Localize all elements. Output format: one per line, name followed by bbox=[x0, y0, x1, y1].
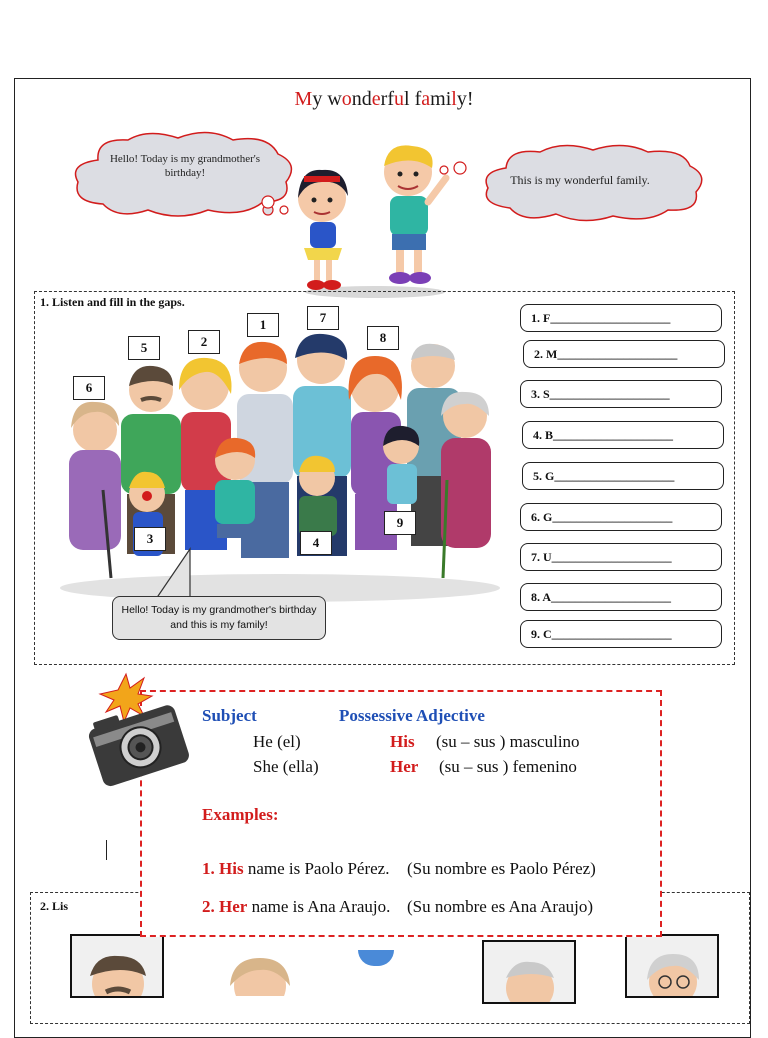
boy-cloud-text: This is my wonderful family. bbox=[510, 173, 650, 187]
title-letter: w bbox=[327, 88, 342, 110]
marker-1: 1 bbox=[247, 313, 279, 337]
camera-icon bbox=[86, 672, 190, 790]
children-illustration bbox=[290, 140, 460, 300]
answer-field-3[interactable]: 3. S____________________ bbox=[520, 380, 722, 408]
marker-6: 6 bbox=[73, 376, 105, 400]
marker-7: 7 bbox=[307, 306, 339, 330]
title-letter: y bbox=[312, 88, 323, 110]
adj-his: His bbox=[390, 732, 415, 751]
photo-grandpa bbox=[70, 934, 164, 998]
example-1 bbox=[202, 859, 389, 879]
photo-grandma bbox=[212, 934, 306, 998]
answer-field-6[interactable]: 6. G____________________ bbox=[520, 503, 722, 531]
subject-he: He (el) bbox=[253, 732, 301, 751]
marker-9: 9 bbox=[384, 511, 416, 535]
photo-grandma-2 bbox=[625, 934, 719, 998]
title-letter: y bbox=[456, 88, 467, 110]
title-letter: ! bbox=[466, 88, 474, 110]
example-1-text: name is Paolo Pérez. bbox=[243, 859, 390, 878]
exercise-1-label: 1. Listen and fill in the gaps. bbox=[40, 295, 185, 309]
example-2-num: 2. Her bbox=[202, 897, 248, 916]
example-2-translation: (Su nombre es Ana Araujo) bbox=[407, 897, 594, 916]
answer-field-5[interactable]: 5. G____________________ bbox=[522, 462, 724, 490]
title-letter: l bbox=[451, 88, 457, 110]
example-2-text: name is Ana Araujo. bbox=[247, 897, 391, 916]
title-letter: i bbox=[445, 88, 452, 110]
example-2 bbox=[202, 897, 390, 917]
family-illustration bbox=[55, 330, 510, 605]
marker-5: 5 bbox=[128, 336, 160, 360]
marker-4: 4 bbox=[300, 531, 332, 555]
answer-field-1[interactable]: 1. F____________________ bbox=[520, 304, 722, 332]
marker-2: 2 bbox=[188, 330, 220, 354]
note-her: (su – sus ) femenino bbox=[439, 757, 577, 776]
answer-field-9[interactable]: 9. C____________________ bbox=[520, 620, 722, 648]
girl-cloud-text: Hello! Today is my grandmother's birthday! bbox=[109, 153, 261, 179]
exercise-2-label: 2. Lis bbox=[40, 899, 69, 913]
title-letter: r bbox=[380, 88, 388, 110]
subject-header: Subject bbox=[202, 706, 257, 725]
note-his: (su – sus ) masculino bbox=[436, 732, 580, 751]
title-letter: a bbox=[421, 88, 431, 110]
answer-field-7[interactable]: 7. U____________________ bbox=[520, 543, 722, 571]
examples-header: Examples: bbox=[202, 805, 279, 824]
subject-she: She (ella) bbox=[253, 757, 319, 776]
adj-her: Her bbox=[390, 757, 419, 776]
page-title bbox=[0, 88, 768, 111]
title-letter: u bbox=[394, 88, 404, 110]
marker-3: 3 bbox=[134, 527, 166, 551]
possessive-header: Possessive Adjective bbox=[339, 706, 485, 725]
answer-field-8[interactable]: 8. A____________________ bbox=[520, 583, 722, 611]
family-speech-bubble: Hello! Today is my grandmother's birthday and this is my family! bbox=[112, 596, 326, 640]
title-letter: d bbox=[361, 88, 372, 110]
title-letter: f bbox=[414, 88, 422, 110]
title-letter: l bbox=[404, 88, 410, 110]
title-letter: m bbox=[430, 88, 446, 110]
title-letter: n bbox=[351, 88, 362, 110]
title-letter: o bbox=[341, 88, 352, 110]
photo-grandpa-2 bbox=[482, 940, 576, 1004]
title-letter: e bbox=[371, 88, 381, 110]
example-1-translation: (Su nombre es Paolo Pérez) bbox=[407, 859, 596, 878]
marker-8: 8 bbox=[367, 326, 399, 350]
answer-field-2[interactable]: 2. M____________________ bbox=[523, 340, 725, 368]
text-cursor bbox=[106, 840, 107, 860]
example-1-num: 1. His bbox=[202, 859, 244, 878]
title-letter: M bbox=[294, 88, 313, 110]
title-letter: f bbox=[387, 88, 394, 110]
speech-tail bbox=[150, 545, 200, 601]
answer-field-4[interactable]: 4. B____________________ bbox=[522, 421, 724, 449]
